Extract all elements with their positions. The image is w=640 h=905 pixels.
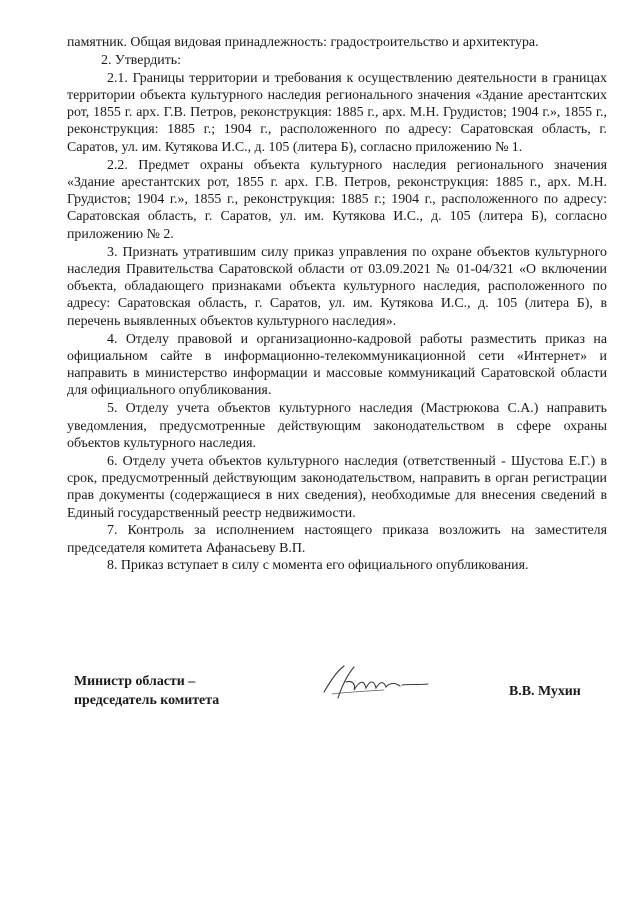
paragraph-item-4: 4. Отделу правовой и организационно-кадровой работы разместить приказ на официальном сайте в информационно-телекоммуникационной сети «Интернет» и направить в министерство информации и массовые коммуникаций Саратовской области для официального опубликования. [67, 331, 607, 399]
paragraph-item-2-1: 2.1. Границы территории и требования к осуществлению деятельности в границах территории объекта культурного наследия регионального значения «Здание арестантских рот, 1855 г. арх. Г.В. Петров, реконструкция: 1885 г., арх. М.Н. Грудистов; 1904 г.», 1855 г., реконструкция: 1885 г.; 1904 г., расположенного по адресу: Саратовская область, г. Саратов, ул. им. Кутякова И.С., д. 105 (литера Б), согласно приложению № 1. [67, 70, 607, 155]
document-body [67, 34, 607, 575]
signatory-title-line-2: председатель комитета [74, 693, 220, 708]
paragraph-item-7: 7. Контроль за исполнением настоящего приказа возложить на заместителя председателя комитета Афанасьеву В.П. [67, 523, 607, 556]
paragraph-item-2: 2. Утвердить: [101, 52, 181, 68]
paragraph-item-6: 6. Отделу учета объектов культурного наследия (ответственный - Шустова Е.Г.) в срок, предусмотренный действующим законодательством, направить в орган регистрации прав документы (содержащиеся в них сведения), необходимые для внесения сведений в Единый государственный реестр недвижимости. [67, 453, 607, 521]
paragraph-item-3: 3. Признать утратившим силу приказ управления по охране объектов культурного наследия Правительства Саратовской области от 03.09.2021 № 01-04/321 «О включении объекта, обладающего признаками объекта культурного наследия, расположенного по адресу: Саратовская область, г. Саратов, ул. им. Кутякова И.С., д. 105 (литера Б), в перечень выявленных объектов культурного наследия». [67, 244, 607, 329]
signatory-name: В.В. Мухин [509, 684, 581, 699]
paragraph-continuation: памятник. Общая видовая принадлежность: градостроительство и архитектура. [67, 35, 539, 50]
handwritten-signature [318, 658, 443, 706]
paragraph-item-5: 5. Отделу учета объектов культурного наследия (Мастрюкова С.А.) направить уведомления, предусмотренные действующим законодательством в сфере охраны объектов культурного наследия. [67, 401, 607, 451]
paragraph-item-8: 8. Приказ вступает в силу с момента его официального опубликования. [107, 558, 529, 574]
paragraph-item-2-2: 2.2. Предмет охраны объекта культурного наследия регионального значения «Здание арестантских рот, 1855 г. арх. Г.В. Петров, реконструкция: 1885 г., арх. М.Н. Грудистов; 1904 г.», 1855 г., реконструкция: 1885 г.; 1904 г., расположенного по адресу: Саратовская область, г. Саратов, ул. им. Кутякова И.С., д. 105 (литера Б), согласно приложению № 2. [67, 157, 607, 242]
signatory-title [74, 672, 219, 710]
signatory-title-line-1: Министр области – [74, 674, 196, 689]
